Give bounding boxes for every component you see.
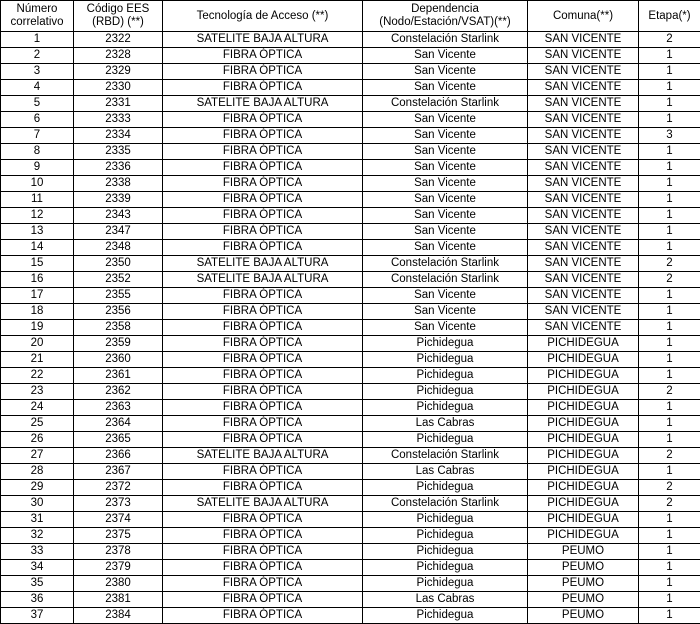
comuna-cell: PICHIDEGUA (528, 336, 639, 352)
table-row (1, 592, 700, 608)
tecnologia-cell: FIBRA ÓPTICA (163, 336, 363, 352)
numero-cell: 34 (1, 560, 74, 576)
table-row (1, 608, 700, 624)
tecnologia-cell: FIBRA ÓPTICA (163, 160, 363, 176)
comuna-cell: SAN VICENTE (528, 320, 639, 336)
numero-cell: 13 (1, 224, 74, 240)
comuna-cell: SAN VICENTE (528, 48, 639, 64)
codigo-cell: 2365 (74, 432, 163, 448)
comuna-cell: PICHIDEGUA (528, 528, 639, 544)
codigo-cell: 2329 (74, 64, 163, 80)
codigo-cell: 2336 (74, 160, 163, 176)
numero-cell: 33 (1, 544, 74, 560)
tecnologia-cell: SATELITE BAJA ALTURA (163, 496, 363, 512)
numero-cell: 1 (1, 32, 74, 48)
dependencia-cell: Pichidegua (363, 560, 528, 576)
etapa-cell: 2 (639, 32, 700, 48)
numero-cell: 24 (1, 400, 74, 416)
numero-cell: 10 (1, 176, 74, 192)
table-row (1, 528, 700, 544)
etapa-cell: 2 (639, 480, 700, 496)
header-row (1, 1, 700, 32)
codigo-cell: 2362 (74, 384, 163, 400)
tecnologia-cell: FIBRA ÓPTICA (163, 80, 363, 96)
table-row (1, 176, 700, 192)
etapa-cell: 2 (639, 496, 700, 512)
dependencia-cell: San Vicente (363, 176, 528, 192)
comuna-cell: SAN VICENTE (528, 160, 639, 176)
etapa-cell: 1 (639, 176, 700, 192)
table-row (1, 256, 700, 272)
comuna-cell: SAN VICENTE (528, 208, 639, 224)
codigo-cell: 2352 (74, 272, 163, 288)
comuna-cell: SAN VICENTE (528, 224, 639, 240)
tecnologia-cell: FIBRA ÓPTICA (163, 592, 363, 608)
numero-cell: 9 (1, 160, 74, 176)
codigo-cell: 2358 (74, 320, 163, 336)
tecnologia-cell: FIBRA ÓPTICA (163, 48, 363, 64)
numero-cell: 8 (1, 144, 74, 160)
dependencia-cell: Las Cabras (363, 416, 528, 432)
table-row (1, 480, 700, 496)
dependencia-cell: Pichidegua (363, 544, 528, 560)
tecnologia-cell: FIBRA ÓPTICA (163, 368, 363, 384)
tecnologia-cell: FIBRA ÓPTICA (163, 384, 363, 400)
comuna-cell: PICHIDEGUA (528, 464, 639, 480)
tecnologia-cell: FIBRA ÓPTICA (163, 320, 363, 336)
comuna-cell: SAN VICENTE (528, 96, 639, 112)
tecnologia-cell: FIBRA ÓPTICA (163, 560, 363, 576)
etapa-cell: 2 (639, 448, 700, 464)
table-row (1, 240, 700, 256)
numero-cell: 16 (1, 272, 74, 288)
codigo-cell: 2360 (74, 352, 163, 368)
comuna-cell: PICHIDEGUA (528, 400, 639, 416)
codigo-cell: 2381 (74, 592, 163, 608)
codigo-cell: 2373 (74, 496, 163, 512)
tecnologia-cell: FIBRA ÓPTICA (163, 224, 363, 240)
etapa-cell: 3 (639, 128, 700, 144)
etapa-cell: 1 (639, 160, 700, 176)
comuna-cell: PICHIDEGUA (528, 384, 639, 400)
numero-cell: 11 (1, 192, 74, 208)
tecnologia-cell: FIBRA ÓPTICA (163, 288, 363, 304)
codigo-cell: 2356 (74, 304, 163, 320)
codigo-cell: 2379 (74, 560, 163, 576)
table-row (1, 464, 700, 480)
numero-cell: 25 (1, 416, 74, 432)
numero-cell: 4 (1, 80, 74, 96)
etapa-cell: 1 (639, 336, 700, 352)
etapa-cell: 1 (639, 352, 700, 368)
etapa-cell: 1 (639, 432, 700, 448)
table-row (1, 96, 700, 112)
numero-cell: 14 (1, 240, 74, 256)
dependencia-cell: Pichidegua (363, 384, 528, 400)
table-row (1, 336, 700, 352)
codigo-cell: 2334 (74, 128, 163, 144)
etapa-cell: 1 (639, 144, 700, 160)
comuna-cell: PEUMO (528, 608, 639, 624)
table-row (1, 448, 700, 464)
numero-cell: 5 (1, 96, 74, 112)
codigo-cell: 2361 (74, 368, 163, 384)
header-dependencia: Dependencia (Nodo/Estación/VSAT)(**) (363, 1, 528, 32)
etapa-cell: 1 (639, 80, 700, 96)
table-row (1, 352, 700, 368)
tecnologia-cell: FIBRA ÓPTICA (163, 528, 363, 544)
etapa-cell: 1 (639, 608, 700, 624)
comuna-cell: SAN VICENTE (528, 288, 639, 304)
numero-cell: 28 (1, 464, 74, 480)
table-row (1, 304, 700, 320)
dependencia-cell: Pichidegua (363, 608, 528, 624)
numero-cell: 6 (1, 112, 74, 128)
codigo-cell: 2338 (74, 176, 163, 192)
tecnologia-cell: FIBRA ÓPTICA (163, 432, 363, 448)
etapa-cell: 2 (639, 256, 700, 272)
table-row (1, 432, 700, 448)
numero-cell: 29 (1, 480, 74, 496)
table-row (1, 128, 700, 144)
codigo-cell: 2330 (74, 80, 163, 96)
etapa-cell: 1 (639, 592, 700, 608)
comuna-cell: PICHIDEGUA (528, 368, 639, 384)
dependencia-cell: San Vicente (363, 128, 528, 144)
dependencia-cell: Pichidegua (363, 512, 528, 528)
codigo-cell: 2347 (74, 224, 163, 240)
comuna-cell: PICHIDEGUA (528, 416, 639, 432)
numero-cell: 19 (1, 320, 74, 336)
codigo-cell: 2378 (74, 544, 163, 560)
table-row (1, 48, 700, 64)
codigo-cell: 2364 (74, 416, 163, 432)
dependencia-cell: Pichidegua (363, 432, 528, 448)
etapa-cell: 2 (639, 384, 700, 400)
comuna-cell: PICHIDEGUA (528, 352, 639, 368)
numero-cell: 3 (1, 64, 74, 80)
table-header (1, 1, 700, 32)
etapa-cell: 1 (639, 544, 700, 560)
dependencia-cell: Constelación Starlink (363, 96, 528, 112)
comuna-cell: PICHIDEGUA (528, 496, 639, 512)
etapa-cell: 1 (639, 64, 700, 80)
comuna-cell: PEUMO (528, 544, 639, 560)
table-row (1, 144, 700, 160)
table-row (1, 576, 700, 592)
tecnologia-cell: FIBRA ÓPTICA (163, 304, 363, 320)
codigo-cell: 2335 (74, 144, 163, 160)
dependencia-cell: San Vicente (363, 192, 528, 208)
tecnologia-cell: FIBRA ÓPTICA (163, 576, 363, 592)
codigo-cell: 2384 (74, 608, 163, 624)
dependencia-cell: San Vicente (363, 304, 528, 320)
comuna-cell: PICHIDEGUA (528, 512, 639, 528)
table-row (1, 544, 700, 560)
numero-cell: 17 (1, 288, 74, 304)
numero-cell: 7 (1, 128, 74, 144)
tecnologia-cell: SATELITE BAJA ALTURA (163, 256, 363, 272)
numero-cell: 37 (1, 608, 74, 624)
etapa-cell: 1 (639, 96, 700, 112)
dependencia-cell: San Vicente (363, 64, 528, 80)
codigo-cell: 2348 (74, 240, 163, 256)
numero-cell: 31 (1, 512, 74, 528)
dependencia-cell: Pichidegua (363, 400, 528, 416)
tecnologia-cell: FIBRA ÓPTICA (163, 400, 363, 416)
etapa-cell: 1 (639, 528, 700, 544)
etapa-cell: 1 (639, 400, 700, 416)
codigo-cell: 2366 (74, 448, 163, 464)
dependencia-cell: Constelación Starlink (363, 32, 528, 48)
dependencia-cell: Las Cabras (363, 464, 528, 480)
dependencia-cell: Constelación Starlink (363, 256, 528, 272)
etapa-cell: 1 (639, 288, 700, 304)
dependencia-cell: San Vicente (363, 48, 528, 64)
table-row (1, 512, 700, 528)
codigo-cell: 2374 (74, 512, 163, 528)
codigo-cell: 2372 (74, 480, 163, 496)
tecnologia-cell: FIBRA ÓPTICA (163, 128, 363, 144)
codigo-cell: 2328 (74, 48, 163, 64)
dependencia-cell: Pichidegua (363, 480, 528, 496)
numero-cell: 12 (1, 208, 74, 224)
table-row (1, 400, 700, 416)
comuna-cell: SAN VICENTE (528, 272, 639, 288)
comuna-cell: PEUMO (528, 560, 639, 576)
numero-cell: 30 (1, 496, 74, 512)
codigo-cell: 2333 (74, 112, 163, 128)
codigo-cell: 2331 (74, 96, 163, 112)
table-row (1, 368, 700, 384)
codigo-cell: 2355 (74, 288, 163, 304)
comuna-cell: PICHIDEGUA (528, 480, 639, 496)
etapa-cell: 2 (639, 272, 700, 288)
comuna-cell: SAN VICENTE (528, 256, 639, 272)
tecnologia-cell: FIBRA ÓPTICA (163, 416, 363, 432)
etapa-cell: 1 (639, 576, 700, 592)
dependencia-cell: Constelación Starlink (363, 272, 528, 288)
comuna-cell: SAN VICENTE (528, 32, 639, 48)
dependencia-cell: San Vicente (363, 144, 528, 160)
tecnologia-cell: FIBRA ÓPTICA (163, 240, 363, 256)
tecnologia-cell: FIBRA ÓPTICA (163, 464, 363, 480)
table-row (1, 320, 700, 336)
etapa-cell: 1 (639, 240, 700, 256)
tecnologia-cell: FIBRA ÓPTICA (163, 544, 363, 560)
dependencia-cell: Constelación Starlink (363, 448, 528, 464)
tecnologia-cell: FIBRA ÓPTICA (163, 112, 363, 128)
etapa-cell: 1 (639, 560, 700, 576)
etapa-cell: 1 (639, 192, 700, 208)
tecnologia-cell: SATELITE BAJA ALTURA (163, 448, 363, 464)
tecnologia-cell: FIBRA ÓPTICA (163, 176, 363, 192)
numero-cell: 26 (1, 432, 74, 448)
comuna-cell: SAN VICENTE (528, 192, 639, 208)
codigo-cell: 2322 (74, 32, 163, 48)
codigo-cell: 2339 (74, 192, 163, 208)
tecnologia-cell: SATELITE BAJA ALTURA (163, 32, 363, 48)
table-row (1, 64, 700, 80)
table-row (1, 208, 700, 224)
etapa-cell: 1 (639, 224, 700, 240)
table-row (1, 224, 700, 240)
tecnologia-cell: FIBRA ÓPTICA (163, 480, 363, 496)
codigo-cell: 2359 (74, 336, 163, 352)
tecnologia-cell: FIBRA ÓPTICA (163, 608, 363, 624)
comuna-cell: SAN VICENTE (528, 64, 639, 80)
etapa-cell: 1 (639, 208, 700, 224)
dependencia-cell: San Vicente (363, 160, 528, 176)
dependencia-cell: San Vicente (363, 224, 528, 240)
numero-cell: 21 (1, 352, 74, 368)
table-row (1, 416, 700, 432)
dependencia-cell: San Vicente (363, 240, 528, 256)
etapa-cell: 1 (639, 512, 700, 528)
table-row (1, 80, 700, 96)
dependencia-cell: Las Cabras (363, 592, 528, 608)
tecnologia-cell: FIBRA ÓPTICA (163, 64, 363, 80)
codigo-cell: 2343 (74, 208, 163, 224)
comuna-cell: SAN VICENTE (528, 128, 639, 144)
numero-cell: 23 (1, 384, 74, 400)
numero-cell: 35 (1, 576, 74, 592)
dependencia-cell: San Vicente (363, 80, 528, 96)
tecnologia-cell: SATELITE BAJA ALTURA (163, 96, 363, 112)
comuna-cell: SAN VICENTE (528, 112, 639, 128)
comuna-cell: SAN VICENTE (528, 240, 639, 256)
codigo-cell: 2375 (74, 528, 163, 544)
etapa-cell: 1 (639, 304, 700, 320)
tecnologia-cell: FIBRA ÓPTICA (163, 208, 363, 224)
table-body (1, 32, 700, 624)
tecnologia-cell: FIBRA ÓPTICA (163, 512, 363, 528)
dependencia-cell: San Vicente (363, 112, 528, 128)
header-codigo-ees: Código EES (RBD) (**) (74, 1, 163, 32)
codigo-cell: 2363 (74, 400, 163, 416)
table-row (1, 192, 700, 208)
comuna-cell: PICHIDEGUA (528, 432, 639, 448)
comuna-cell: SAN VICENTE (528, 304, 639, 320)
header-comuna: Comuna(**) (528, 1, 639, 32)
numero-cell: 2 (1, 48, 74, 64)
comuna-cell: SAN VICENTE (528, 176, 639, 192)
numero-cell: 27 (1, 448, 74, 464)
numero-cell: 32 (1, 528, 74, 544)
dependencia-cell: Pichidegua (363, 368, 528, 384)
table-row (1, 384, 700, 400)
codigo-cell: 2380 (74, 576, 163, 592)
header-etapa: Etapa(*) (639, 1, 700, 32)
table-row (1, 160, 700, 176)
table-row (1, 560, 700, 576)
comuna-cell: PICHIDEGUA (528, 448, 639, 464)
etapa-cell: 1 (639, 48, 700, 64)
etapa-cell: 1 (639, 320, 700, 336)
header-numero-correlativo: Número correlativo (1, 1, 74, 32)
etapa-cell: 1 (639, 112, 700, 128)
tecnologia-cell: FIBRA ÓPTICA (163, 144, 363, 160)
dependencia-cell: San Vicente (363, 208, 528, 224)
table-row (1, 272, 700, 288)
table-row (1, 32, 700, 48)
etapa-cell: 1 (639, 416, 700, 432)
table-row (1, 112, 700, 128)
dependencia-cell: Constelación Starlink (363, 496, 528, 512)
etapa-cell: 1 (639, 464, 700, 480)
dependencia-cell: San Vicente (363, 320, 528, 336)
numero-cell: 22 (1, 368, 74, 384)
tecnologia-cell: SATELITE BAJA ALTURA (163, 272, 363, 288)
dependencia-cell: Pichidegua (363, 352, 528, 368)
codigo-cell: 2350 (74, 256, 163, 272)
comuna-cell: SAN VICENTE (528, 144, 639, 160)
dependencia-cell: Pichidegua (363, 576, 528, 592)
etapa-cell: 1 (639, 368, 700, 384)
tecnologia-cell: FIBRA ÓPTICA (163, 192, 363, 208)
comuna-cell: PEUMO (528, 576, 639, 592)
comuna-cell: PEUMO (528, 592, 639, 608)
codigo-cell: 2367 (74, 464, 163, 480)
numero-cell: 36 (1, 592, 74, 608)
header-tecnologia-acceso: Tecnología de Acceso (**) (163, 1, 363, 32)
numero-cell: 15 (1, 256, 74, 272)
comuna-cell: SAN VICENTE (528, 80, 639, 96)
dependencia-cell: Pichidegua (363, 528, 528, 544)
dependencia-cell: Pichidegua (363, 336, 528, 352)
dependencia-cell: San Vicente (363, 288, 528, 304)
numero-cell: 20 (1, 336, 74, 352)
table-row (1, 288, 700, 304)
numero-cell: 18 (1, 304, 74, 320)
tecnologia-cell: FIBRA ÓPTICA (163, 352, 363, 368)
table-row (1, 496, 700, 512)
